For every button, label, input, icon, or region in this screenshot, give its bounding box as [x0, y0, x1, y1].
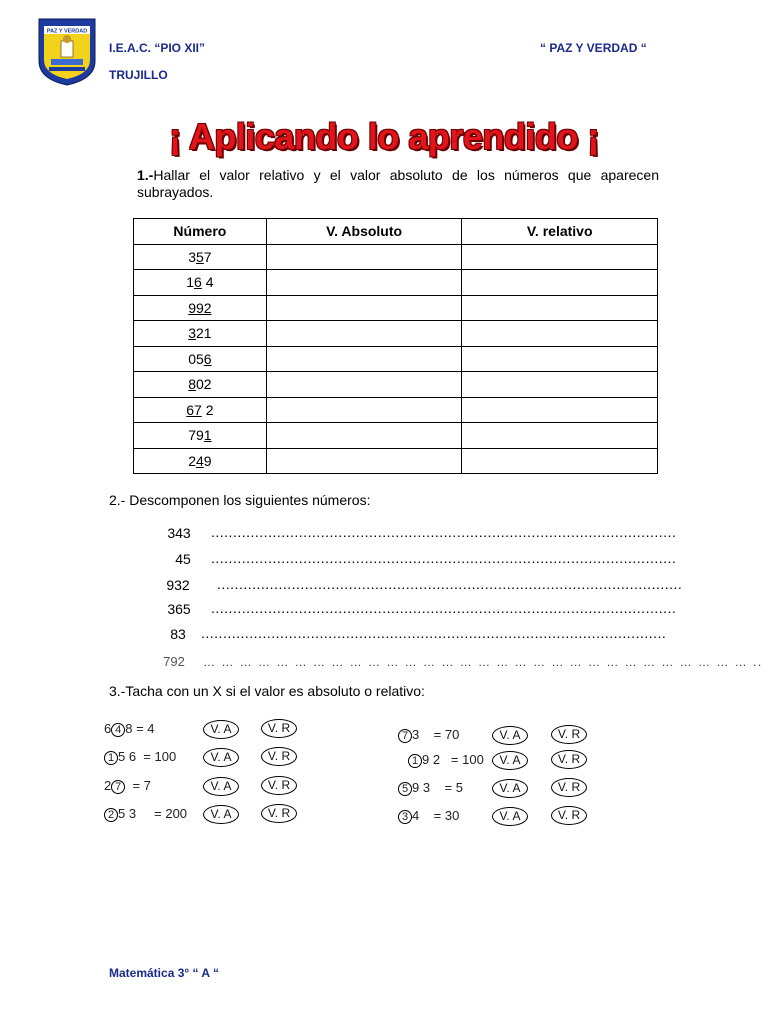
relative-value-cell[interactable]: [462, 321, 658, 347]
col-header-relative: V. relativo: [462, 219, 658, 245]
table-row: [134, 397, 658, 423]
absolute-value-option[interactable]: V. A: [492, 726, 528, 745]
number-cell: [134, 448, 267, 474]
school-crest-logo: [37, 17, 97, 87]
digit-text: 4 = 30: [412, 808, 460, 823]
table-row: [134, 321, 658, 347]
underlined-digit: 4: [195, 452, 204, 469]
absolute-value-cell[interactable]: [266, 244, 462, 270]
relative-value-cell[interactable]: [462, 448, 658, 474]
relative-value-cell[interactable]: [462, 397, 658, 423]
absolute-value-option[interactable]: V. A: [492, 751, 528, 770]
digit-text: 02: [195, 376, 212, 393]
relative-value-option[interactable]: V. R: [261, 804, 297, 823]
circled-digit: 7: [111, 780, 125, 794]
exercise-expression: [398, 727, 459, 743]
decompose-number: 83: [170, 626, 186, 642]
absolute-value-option[interactable]: V. A: [203, 748, 239, 767]
absolute-value-cell[interactable]: [266, 448, 462, 474]
relative-value-option[interactable]: V. R: [551, 725, 587, 744]
q2-instruction: 2.- Descomponen los siguientes números:: [109, 492, 371, 508]
answer-line[interactable]: ..........................................................................................................: [211, 550, 677, 566]
absolute-value-option[interactable]: V. A: [492, 779, 528, 798]
exercise-expression: [408, 752, 484, 768]
digit-text: 2: [201, 401, 214, 418]
number-cell: [134, 321, 267, 347]
circled-digit: 4: [111, 723, 125, 737]
underlined-digit: 6: [203, 350, 212, 367]
values-table: [133, 218, 658, 474]
school-name: I.E.A.C. “PIO XII”: [109, 41, 206, 55]
circled-digit: 1: [104, 751, 118, 765]
relative-value-cell[interactable]: [462, 346, 658, 372]
decompose-number: 365: [167, 601, 191, 617]
absolute-value-cell[interactable]: [266, 295, 462, 321]
digit-text: 21: [195, 325, 212, 342]
relative-value-option[interactable]: V. R: [261, 747, 297, 766]
circled-digit: 2: [104, 808, 118, 822]
digit-text: 9 3 = 5: [412, 780, 463, 795]
number-cell: [134, 372, 267, 398]
col-header-absolute: V. Absoluto: [266, 219, 462, 245]
table-row: [134, 295, 658, 321]
decompose-number: 792: [163, 654, 185, 669]
q3-instruction: 3.-Tacha con un X si el valor es absoluto o relativo:: [109, 683, 425, 699]
relative-value-option[interactable]: V. R: [261, 776, 297, 795]
relative-value-cell[interactable]: [462, 295, 658, 321]
digit-text: 2: [188, 452, 196, 469]
table-header-row: [134, 219, 658, 245]
answer-line[interactable]: … … … … … … … … … … … … … … … … … … … … … … … … … … … … … … ..: [203, 655, 763, 669]
col-header-number: Número: [134, 219, 267, 245]
digit-text: 5 6 = 100: [118, 749, 177, 764]
number-cell: [134, 244, 267, 270]
digit-text: 8 = 4: [125, 721, 155, 736]
decompose-number: 343: [167, 525, 191, 541]
page-title: ¡ Aplicando lo aprendido ¡: [169, 116, 599, 157]
absolute-value-option[interactable]: V. A: [203, 805, 239, 824]
absolute-value-cell[interactable]: [266, 397, 462, 423]
digit-text: 9 2 = 100: [422, 752, 484, 767]
relative-value-cell[interactable]: [462, 244, 658, 270]
absolute-value-cell[interactable]: [266, 346, 462, 372]
digit-text: = 7: [125, 778, 151, 793]
absolute-value-cell[interactable]: [266, 270, 462, 296]
table-row: [134, 244, 658, 270]
digit-text: 05: [188, 350, 204, 367]
table-row: [134, 372, 658, 398]
circled-digit: 1: [408, 754, 422, 768]
answer-line[interactable]: ..........................................................................................................: [217, 576, 683, 592]
q1-number: 1.-: [137, 167, 154, 183]
decompose-number: 45: [175, 551, 191, 567]
exercise-expression: [104, 721, 155, 737]
table-row: [134, 448, 658, 474]
table-row: [134, 423, 658, 449]
relative-value-option[interactable]: V. R: [261, 719, 297, 738]
underlined-digit: 6: [194, 274, 202, 291]
relative-value-cell[interactable]: [462, 270, 658, 296]
digit-text: 6: [104, 721, 112, 736]
table-row: [134, 270, 658, 296]
underlined-digit: 1: [203, 427, 212, 444]
table-row: [134, 346, 658, 372]
exercise-expression: [104, 778, 151, 794]
circled-digit: 3: [398, 810, 412, 824]
school-motto: “ PAZ Y VERDAD “: [540, 41, 647, 55]
digit-text: 3 = 70: [412, 727, 460, 742]
underlined-digit: 992: [188, 299, 212, 316]
q1-text: Hallar el valor relativo y el valor absoluto de los números que aparecen subrayados.: [137, 167, 659, 200]
decompose-number: 932: [166, 577, 190, 593]
digit-text: 1: [186, 274, 195, 291]
absolute-value-cell[interactable]: [266, 321, 462, 347]
answer-line[interactable]: ..........................................................................................................: [211, 524, 677, 540]
underlined-digit: 5: [195, 248, 204, 265]
exercise-expression: [398, 780, 463, 796]
absolute-value-option[interactable]: V. A: [203, 777, 239, 796]
underlined-digit: 67: [186, 401, 202, 418]
absolute-value-option[interactable]: V. A: [492, 807, 528, 826]
absolute-value-cell[interactable]: [266, 423, 462, 449]
answer-line[interactable]: ..........................................................................................................: [201, 625, 667, 641]
digit-text: 9: [203, 452, 212, 469]
digit-text: 4: [201, 274, 214, 291]
underlined-digit: 8: [188, 376, 196, 393]
number-cell: [134, 346, 267, 372]
relative-value-cell[interactable]: [462, 423, 658, 449]
number-cell: [134, 423, 267, 449]
answer-line[interactable]: ..........................................................................................................: [211, 600, 677, 616]
exercise-expression: [104, 749, 176, 765]
digit-text: 7: [203, 248, 212, 265]
circled-digit: 7: [398, 729, 412, 743]
page-footer: Matemática 3° “ A “: [109, 966, 219, 980]
digit-text: 5 3 = 200: [118, 806, 188, 821]
exercise-expression: [104, 806, 187, 822]
school-city: TRUJILLO: [109, 68, 168, 82]
relative-value-option[interactable]: V. R: [551, 806, 587, 825]
underlined-digit: 3: [188, 325, 196, 342]
number-cell: [134, 270, 267, 296]
exercise-expression: [398, 808, 459, 824]
digit-text: 3: [188, 248, 196, 265]
digit-text: 79: [188, 427, 204, 444]
circled-digit: 5: [398, 782, 412, 796]
absolute-value-cell[interactable]: [266, 372, 462, 398]
relative-value-cell[interactable]: [462, 372, 658, 398]
relative-value-option[interactable]: V. R: [551, 778, 587, 797]
digit-text: 2: [104, 778, 112, 793]
q1-instruction: [137, 167, 659, 201]
number-cell: [134, 397, 267, 423]
logo-motto-text: PAZ Y VERDAD: [46, 28, 88, 35]
relative-value-option[interactable]: V. R: [551, 750, 587, 769]
absolute-value-option[interactable]: V. A: [203, 720, 239, 739]
number-cell: [134, 295, 267, 321]
